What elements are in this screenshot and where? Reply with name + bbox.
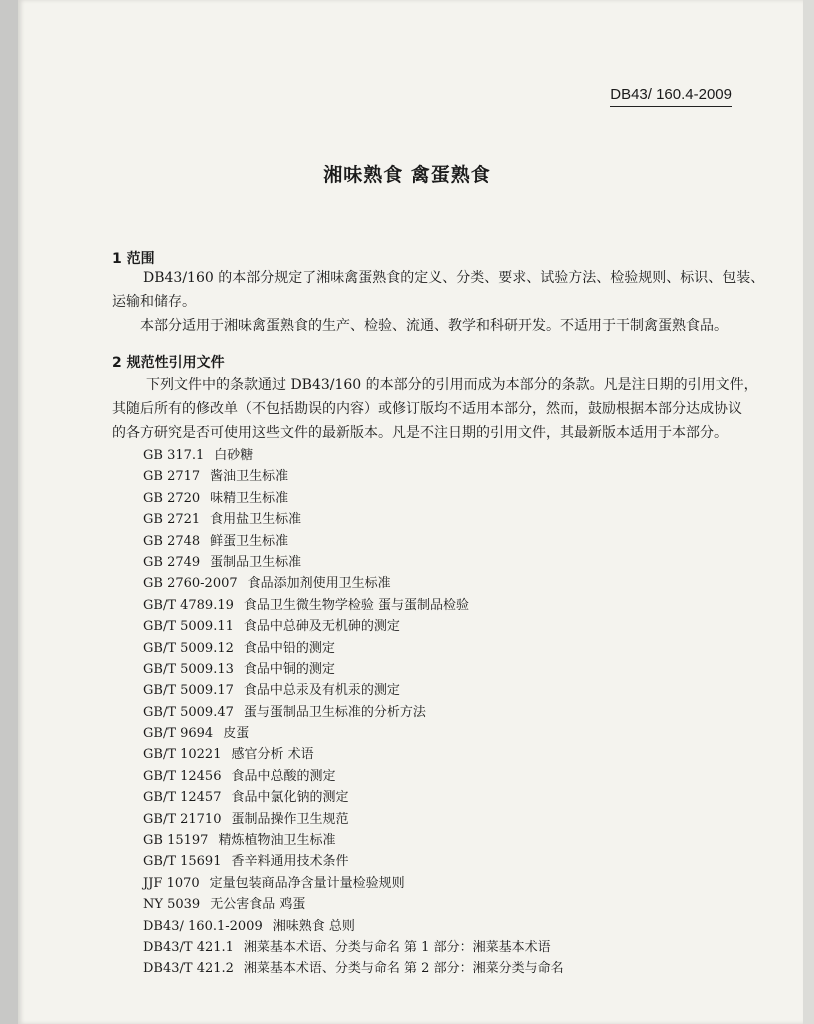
reference-item — [143, 744, 564, 765]
reference-code: GB/T 5009.17 — [143, 683, 234, 699]
reference-item — [143, 445, 564, 466]
section-2-para-line-3: 的各方研究是否可使用这些文件的最新版本。凡是不注日期的引用文件，其最新版本适用于本部分。 — [112, 425, 728, 441]
reference-code: GB/T 12457 — [143, 790, 222, 806]
reference-title: 蛋制品卫生标准 — [210, 554, 302, 570]
reference-code: GB/T 12456 — [143, 768, 222, 784]
reference-item — [143, 531, 564, 552]
reference-title: 食品中氯化钠的测定 — [231, 790, 349, 806]
section-1-para-1-line-2: 运输和储存。 — [112, 294, 196, 310]
reference-item — [143, 680, 564, 701]
reference-title: 皮蛋 — [223, 726, 250, 742]
reference-code: DB43/T 421.1 — [143, 939, 234, 955]
reference-title: 湘菜基本术语、分类与命名 第 1 部分：湘菜基本术语 — [243, 939, 551, 955]
reference-item — [143, 552, 564, 573]
reference-item — [143, 616, 564, 637]
reference-title: 鲜蛋卫生标准 — [210, 533, 289, 549]
reference-item — [143, 937, 564, 958]
reference-title: 酱油卫生标准 — [210, 469, 289, 485]
reference-item — [143, 595, 564, 616]
reference-title: 食品中铜的测定 — [243, 661, 335, 677]
reference-title: 感官分析 术语 — [231, 747, 314, 763]
reference-item — [143, 958, 564, 979]
reference-item — [143, 809, 564, 830]
section-2-para-line-2: 其随后所有的修改单（不包括勘误的内容）或修订版均不适用本部分，然而，鼓励根据本部分达成协议 — [112, 401, 742, 417]
reference-item — [143, 466, 564, 487]
reference-code: JJF 1070 — [143, 875, 200, 891]
reference-item — [143, 830, 564, 851]
reference-title: 湘菜基本术语、分类与命名 第 2 部分：湘菜分类与命名 — [243, 961, 564, 977]
reference-title: 无公害食品 鸡蛋 — [210, 897, 306, 913]
reference-code: GB/T 5009.12 — [143, 640, 234, 656]
reference-title: 蛋与蛋制品卫生标准的分析方法 — [243, 704, 426, 720]
section-2-heading: 2 规范性引用文件 — [112, 355, 225, 371]
reference-title: 食用盐卫生标准 — [210, 512, 302, 528]
reference-item — [143, 873, 564, 894]
reference-code: GB/T 5009.11 — [143, 619, 234, 635]
section-1-para-1-line-1: DB43/160 的本部分规定了湘味禽蛋熟食的定义、分类、要求、试验方法、检验规则、标识、包装、 — [143, 270, 765, 286]
reference-title: 食品中铅的测定 — [243, 640, 335, 656]
document-title: 湘味熟食 禽蛋熟食 — [323, 164, 491, 186]
reference-title: 湘味熟食 总则 — [272, 918, 355, 934]
reference-item — [143, 702, 564, 723]
reference-code: GB 317.1 — [143, 448, 205, 463]
reference-code: GB/T 21710 — [143, 811, 222, 827]
reference-title: 食品中总酸的测定 — [231, 768, 336, 784]
reference-item — [143, 894, 564, 915]
reference-title: 定量包装商品净含量计量检验规则 — [209, 875, 405, 891]
section-1-para-2: 本部分适用于湘味禽蛋熟食的生产、检验、流通、教学和科研开发。不适用于干制禽蛋熟食品。 — [140, 318, 728, 334]
section-1-heading: 1 范围 — [112, 251, 155, 267]
reference-code: GB 2720 — [143, 490, 201, 506]
reference-title: 味精卫生标准 — [210, 490, 289, 506]
reference-item — [143, 916, 564, 937]
reference-item — [143, 638, 564, 659]
reference-item — [143, 488, 564, 509]
reference-title: 精炼植物油卫生标准 — [218, 833, 336, 849]
reference-title: 食品添加剂使用卫生标准 — [247, 576, 391, 592]
reference-code: GB 2717 — [143, 469, 201, 485]
reference-item — [143, 723, 564, 744]
reference-item — [143, 766, 564, 787]
page-edge — [803, 0, 814, 1024]
reference-code: GB/T 9694 — [143, 726, 214, 742]
reference-title: 食品中总砷及无机砷的测定 — [243, 619, 400, 635]
reference-code: GB/T 4789.19 — [143, 597, 234, 613]
reference-code: GB 2749 — [143, 554, 201, 570]
reference-item — [143, 573, 564, 594]
reference-item — [143, 509, 564, 530]
reference-code: GB/T 10221 — [143, 747, 222, 763]
reference-item — [143, 851, 564, 872]
reference-title: 食品卫生微生物学检验 蛋与蛋制品检验 — [243, 597, 470, 613]
reference-title: 食品中总汞及有机汞的测定 — [243, 683, 400, 699]
reference-code: GB 2748 — [143, 533, 201, 549]
reference-code: GB/T 5009.13 — [143, 661, 234, 677]
reference-code: GB 15197 — [143, 833, 209, 849]
reference-code: NY 5039 — [143, 897, 201, 913]
reference-code: GB 2721 — [143, 512, 201, 528]
reference-code: DB43/T 421.2 — [143, 961, 234, 977]
reference-code: GB 2760-2007 — [143, 576, 238, 592]
reference-code: DB43/ 160.1-2009 — [143, 918, 263, 934]
reference-code: GB/T 15691 — [143, 854, 222, 870]
reference-title: 蛋制品操作卫生规范 — [231, 811, 349, 827]
document-id: DB43/ 160.4-2009 — [610, 86, 732, 107]
reference-code: GB/T 5009.47 — [143, 704, 234, 720]
reference-item — [143, 787, 564, 808]
reference-title: 香辛料通用技术条件 — [231, 854, 349, 870]
reference-list — [143, 445, 564, 980]
reference-title: 白砂糖 — [214, 448, 254, 463]
section-2-para-line-1: 下列文件中的条款通过 DB43/160 的本部分的引用而成为本部分的条款。凡是注日期的引用文件， — [146, 377, 758, 393]
reference-item — [143, 659, 564, 680]
